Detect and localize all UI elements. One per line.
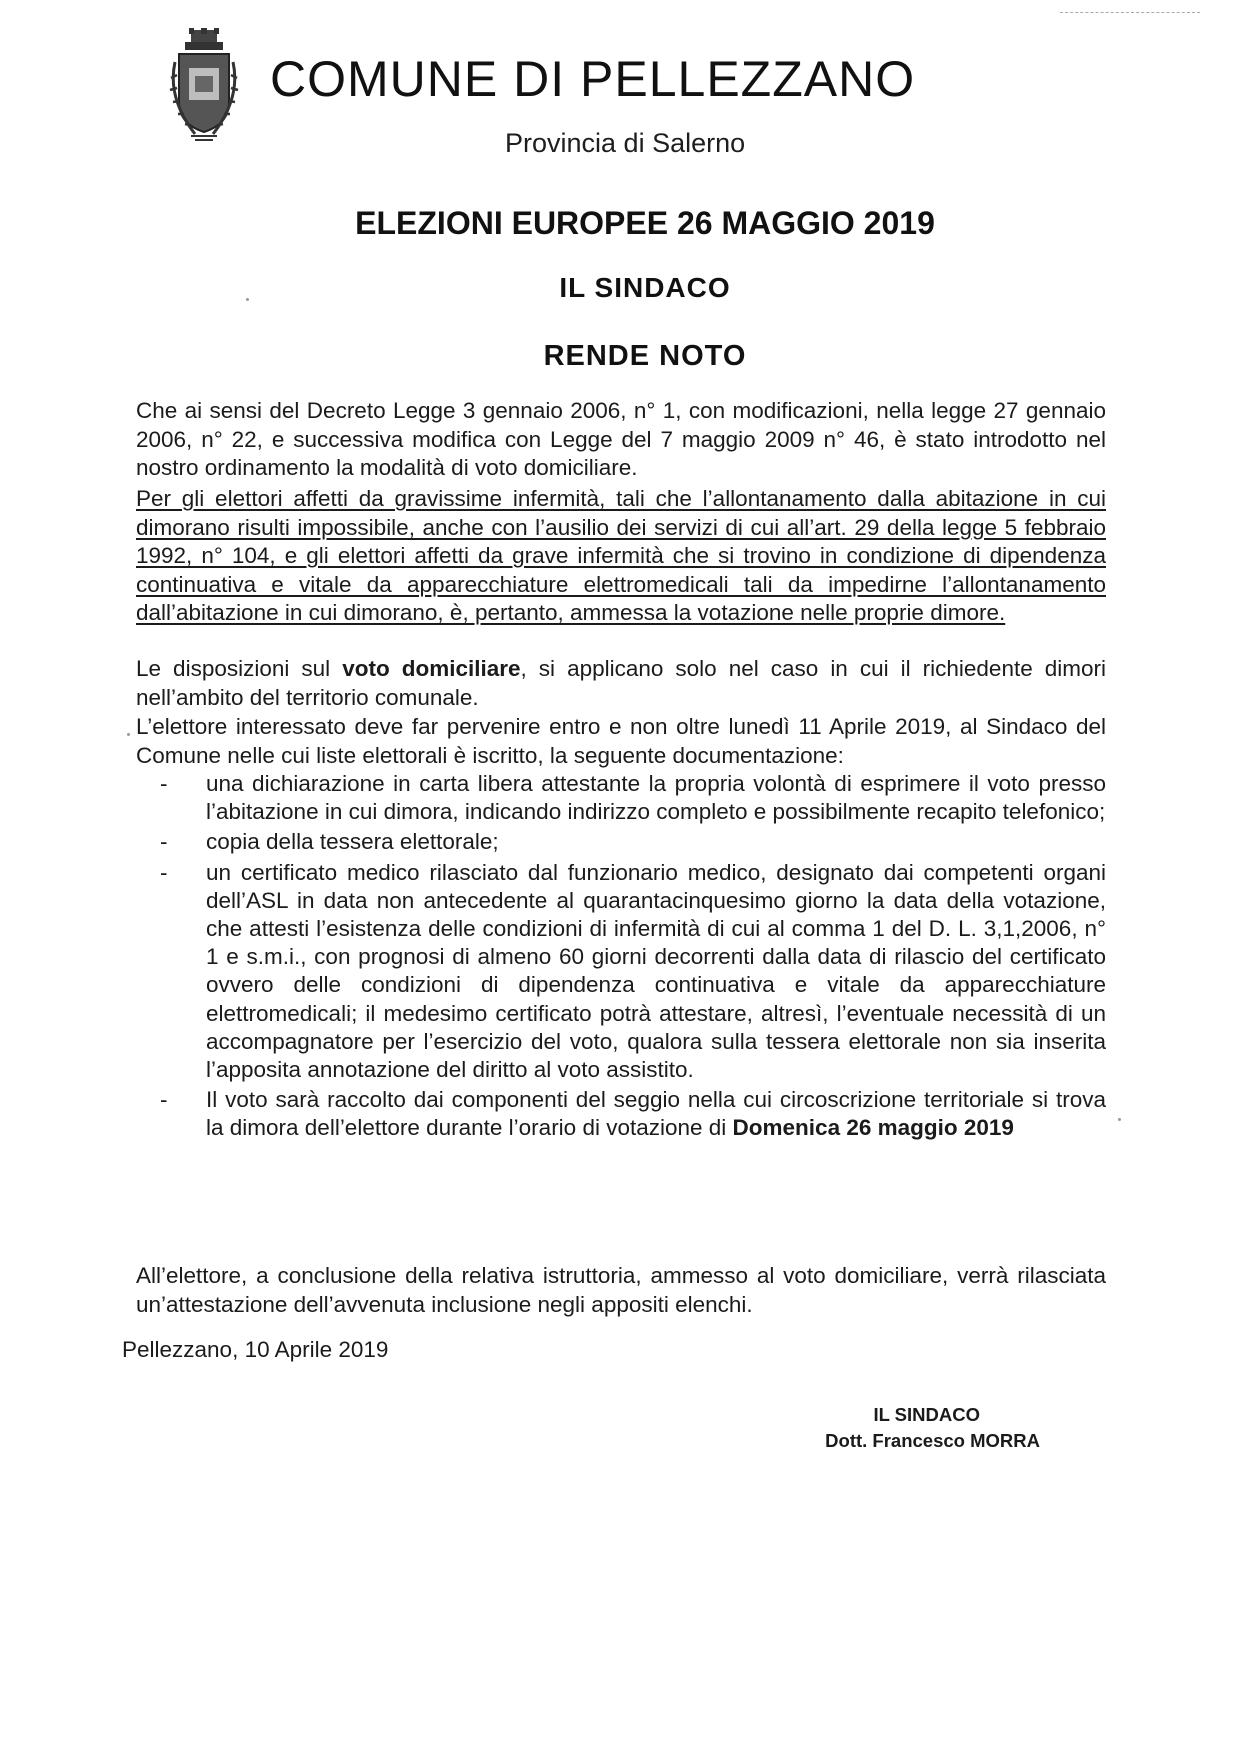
- territory-text-post: , si applicano solo nel caso in cui il richiedente dimori nell’ambito del territorio comunale.: [136, 656, 1107, 710]
- signature-name: Dott. Francesco MORRA: [825, 1430, 1040, 1451]
- list-dash: -: [160, 829, 168, 855]
- signature-block: [770, 1402, 1040, 1454]
- list-item: [160, 828, 1106, 856]
- documentation-list: [160, 770, 1106, 1145]
- scan-artifact-dot: [1118, 1118, 1121, 1121]
- list-item: [160, 1086, 1106, 1142]
- list-item: [160, 859, 1106, 1085]
- announcement-heading: RENDE NOTO: [543, 340, 747, 372]
- scan-artifact-line: [1060, 12, 1200, 13]
- list-dash: -: [160, 771, 168, 796]
- election-heading: ELEZIONI EUROPEE 26 MAGGIO 2019: [355, 205, 935, 241]
- signature-role: IL SINDACO: [873, 1404, 980, 1425]
- list-item-text: un certificato medico rilasciato dal funzionario medico, designato dai competenti organi dell’ASL in data non antecedente al quarantacinquesimo giorno la data della votazione, che attesti l’esistenza delle condizioni di infermità di cui al comma 1 del D. L. 3,1,2006, n° 1 e s.m.i., con prognosi di almeno 60 giorni decorrenti dalla data di rilascio del certificato ovvero delle condizioni di dipendenza continuativa e vitale da apparecchiature elettromedicali; il medesimo certificato potrà attestare, altresì, l’eventuale necessità di un accompagnatore per l’esercizio del voto, qualora sulla tessera elettorale non sia inserita l’apposita annotazione del diritto al voto assistito.: [206, 859, 1106, 1083]
- list-item: [160, 770, 1106, 826]
- list-dash: -: [160, 859, 168, 885]
- place-date: Pellezzano, 10 Aprile 2019: [122, 1337, 389, 1362]
- list-item-text: copia della tessera elettorale;: [206, 829, 499, 855]
- municipality-title: COMUNE DI PELLEZZANO: [270, 51, 916, 107]
- territory-text-pre: Le disposizioni sul: [136, 656, 343, 681]
- territory-paragraph: [136, 655, 1106, 712]
- mayor-heading: IL SINDACO: [559, 272, 731, 303]
- conclusion-paragraph: All’elettore, a conclusione della relativa istruttoria, ammesso al voto domiciliare, verrà rilasciata un’attestazione dell’avvenuta inclusione negli appositi elenchi.: [136, 1263, 1106, 1317]
- deadline-paragraph: L’elettore interessato deve far pervenire entro e non oltre lunedì 11 Aprile 2019, al Sindaco del Comune nelle cui liste elettorali è iscritto, la seguente documentazione:: [136, 714, 1106, 768]
- municipal-crest-icon: [165, 28, 243, 144]
- territory-text-bold: voto domiciliare: [342, 656, 521, 681]
- eligibility-paragraph: Per gli elettori affetti da gravissime infermità, tali che l’allontanamento dalla abitazione in cui dimorano risulti impossibile, anche con l’ausilio dei servizi di cui all’art. 29 della legge 5 febbraio 1992, n° 104, e gli elettori affetti da grave infermità che si trovino in condizione di dipendenza continuativa e vitale da apparecchiature elettromedicali tali da impedirne l’allontanamento dall’abitazione in cui dimorano, è, pertanto, ammessa la votazione nelle proprie dimore.: [136, 486, 1106, 625]
- list-dash: -: [160, 1087, 168, 1113]
- province-subtitle: Provincia di Salerno: [505, 128, 746, 158]
- scan-artifact-dot: [127, 733, 130, 736]
- list-item-text: una dichiarazione in carta libera attestante la propria volontà di esprimere il voto presso l’abitazione in cui dimora, indicando indirizzo completo e possibilmente recapito telefonico;: [206, 771, 1106, 825]
- list-item-text-bold: Domenica 26 maggio 2019: [732, 1115, 1014, 1141]
- intro-paragraph: Che ai sensi del Decreto Legge 3 gennaio 2006, n° 1, con modificazioni, nella legge 27 gennaio 2006, n° 22, e successiva modifica con Legge del 7 maggio 2009 n° 46, è stato introdotto nel nostro ordinamento la modalità di voto domiciliare.: [136, 398, 1106, 480]
- list-item-text-pre: Il voto sarà raccolto dai componenti del seggio nella cui circoscrizione territoriale si trova la dimora dell’elettore durante l’orario di votazione di: [206, 1087, 1106, 1141]
